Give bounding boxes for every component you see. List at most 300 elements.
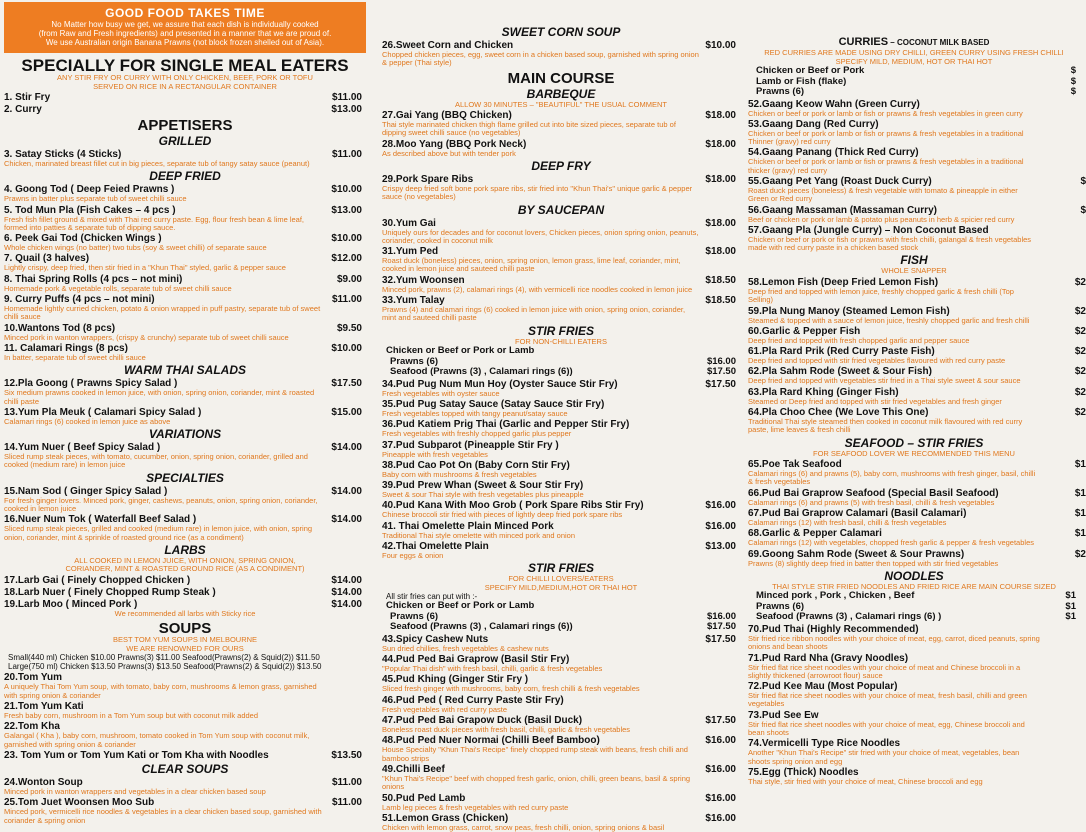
menu-item-price: $10.00 bbox=[705, 40, 736, 51]
soup-size-large: Large(750 ml) Chicken $13.50 Prawns(3) $13.50 Seafood(Prawns(2) & Squid(2)) $13.50 bbox=[8, 662, 322, 672]
subsection-title: BARBEQUE bbox=[526, 86, 596, 101]
menu-item bbox=[382, 246, 740, 274]
subsection-title: DEEP FRIED bbox=[149, 169, 221, 184]
menu-item-description: Chicken with lemon grass, carrot, snow peas, fresh chilli, onion, spring onions & basil bbox=[382, 822, 665, 832]
price-head: Chicken or Beef or Pork or Lamb bbox=[386, 345, 535, 357]
section-subtitle: ALLOW 30 MINUTES – "BEAUTIFUL" THE USUAL COMMENT bbox=[454, 99, 668, 109]
menu-item bbox=[382, 500, 740, 519]
menu-item bbox=[748, 325, 1086, 345]
menu-item bbox=[4, 442, 366, 470]
menu-item-name: 11. Calamari Rings (8 pcs) bbox=[4, 342, 128, 354]
menu-item bbox=[4, 599, 366, 610]
menu-item bbox=[4, 777, 366, 796]
menu-item-price: $18.00 bbox=[705, 217, 736, 229]
menu-item bbox=[382, 634, 740, 653]
menu-item bbox=[4, 92, 366, 103]
price-option-label: Seafood (Prawns (3) , Calamari rings (6)) bbox=[390, 621, 573, 633]
menu-item-price: $13.00 bbox=[705, 541, 736, 553]
menu-item-price: $1 bbox=[1074, 459, 1086, 471]
menu-item-name: 16.Nuer Num Tok ( Waterfall Beef Salad ) bbox=[4, 514, 197, 526]
section-title: APPETISERS bbox=[137, 117, 233, 134]
menu-item-name: 59.Pla Nung Manoy (Steamed Lemon Fish) bbox=[748, 305, 950, 317]
menu-item-description: Fresh vegetables with red curry paste bbox=[382, 704, 508, 714]
price-option-price: $ bbox=[1070, 75, 1076, 87]
curries-title: CURRIES bbox=[838, 36, 889, 48]
menu-item-description: Calamari rings (12) with vegetables, chopped fresh garlic & pepper & fresh vegetables bbox=[748, 538, 1034, 548]
menu-item-price: $18.00 bbox=[705, 246, 736, 258]
menu-item-description: A uniquely Thai Tom Yum soup, with tomato, baby corn, mushrooms & lemon grass, garnished with spring onion & coriander bbox=[4, 682, 317, 700]
menu-item-description: Lamb leg pieces & fresh vegetables with red curry paste bbox=[382, 802, 569, 812]
menu-item-description: Calamari rings (6) and prawns (5), baby corn, mushrooms with fresh ginger, basil, chilli & fresh vegetables bbox=[748, 469, 1036, 487]
menu-item-name: 45.Pud Khing (Ginger Stir Fry ) bbox=[382, 674, 529, 686]
menu-item-name: 40.Pud Kana With Moo Grob ( Pork Spare Ribs Stir Fry) bbox=[382, 500, 644, 512]
menu-item bbox=[748, 407, 1086, 435]
menu-item-description: Fresh fish fillet ground & mixed with Thai red curry paste. Egg, flour fresh bean & lime leaf, formed into patties & separate tub of dipping sauce. bbox=[4, 214, 304, 232]
section-title: SOUPS bbox=[158, 620, 212, 638]
menu-item bbox=[382, 674, 740, 693]
menu-item bbox=[748, 767, 1080, 786]
menu-item-name: 60.Garlic & Pepper Fish bbox=[748, 325, 861, 337]
notice-banner bbox=[4, 2, 366, 53]
section-title: MAIN COURSE bbox=[507, 69, 615, 87]
section-title: SWEET CORN SOUP bbox=[501, 25, 621, 39]
banner-line: No Matter how busy we get, we assure that each dish is individually cooked bbox=[51, 20, 319, 29]
menu-item-name: 72.Pud Kee Mau (Most Popular) bbox=[748, 681, 898, 693]
menu-item-name: 47.Pud Ped Bai Grapow Duck (Basil Duck) bbox=[382, 715, 583, 727]
menu-item-price: $1 bbox=[1074, 528, 1086, 540]
menu-item-price: $9.00 bbox=[336, 273, 362, 285]
menu-item-name: 48.Pud Ped Nuer Normai (Chilli Beef Bamboo) bbox=[382, 735, 600, 747]
menu-item bbox=[382, 295, 740, 323]
menu-item-description: Six medium prawns cooked in lemon juice, with onion, spring onion, coriander, mint & roasted chilli paste bbox=[4, 388, 315, 406]
menu-item-name: 14.Yum Nuer ( Beef Spicy Salad ) bbox=[4, 442, 161, 454]
menu-item bbox=[748, 508, 1086, 528]
menu-item-description: Lightly crispy, deep fried, then stir fried in a "Khun Thai" styled, garlic & pepper sauce bbox=[4, 263, 286, 273]
menu-item-description: Prawns (8) slightly deep fried in batter then topped with stir fried vegetables bbox=[748, 558, 999, 568]
menu-item-description: Prawns in batter plus separate tub of sweet chilli sauce bbox=[4, 194, 187, 204]
menu-item-price: $2 bbox=[1074, 407, 1086, 419]
menu-item-price: $15.00 bbox=[331, 406, 362, 418]
section-subtitle: SPECIFY MILD,MEDIUM,HOT OR THAI HOT bbox=[484, 582, 638, 592]
menu-item-name: 15.Nam Sod ( Ginger Spicy Salad ) bbox=[4, 485, 168, 497]
menu-item-name: 46.Pud Ped ( Red Curry Paste Stir Fry) bbox=[382, 694, 564, 706]
price-option-label: Seafood (Prawns (3) , Calamari rings (6)) bbox=[390, 366, 573, 378]
menu-item-price: $10.00 bbox=[331, 184, 362, 196]
menu-item-name: 52.Gaang Keow Wahn (Green Curry) bbox=[748, 98, 920, 110]
price-head: Chicken or Beef or Pork or Lamb bbox=[386, 600, 535, 612]
menu-item-name: 10.Wantons Tod (8 pcs) bbox=[4, 322, 116, 334]
menu-item bbox=[382, 40, 740, 68]
section-title: CLEAR SOUPS bbox=[141, 761, 229, 776]
menu-item-name: 74.Vermicelli Type Rice Noodles bbox=[748, 738, 901, 750]
menu-item-description: Sliced rump steak pieces, grilled and cooked (medium rare) in lemon juice, with onion, spring onion, coriander, mint & sprinkle of roasted ground rice (as a condiment) bbox=[4, 524, 313, 542]
menu-item bbox=[748, 681, 1080, 709]
menu-item-name: 71.Pud Rard Nha (Gravy Noodles) bbox=[748, 652, 909, 664]
menu-item-name: 18.Larb Nuer ( Finely Chopped Rump Steak ) bbox=[4, 586, 216, 598]
menu-item bbox=[4, 253, 366, 272]
banner-title: GOOD FOOD TAKES TIME bbox=[105, 6, 265, 20]
menu-item-description: Fresh vegetables with freshly chopped garlic plus pepper bbox=[382, 429, 572, 439]
menu-item-name: 69.Goong Sahm Rode (Sweet & Sour Prawns) bbox=[748, 548, 965, 560]
menu-item-description: Stir fried rice ribbon noodles with your choice of meat, egg, carrot, diced peanuts, spring onions and bean shoots bbox=[748, 633, 1040, 652]
menu-item-description: Baby corn with mushrooms & fresh vegetables bbox=[382, 469, 537, 479]
menu-item-description: Chicken or beef or pork or lamb or fish or prawns & fresh vegetables in a traditional Thinner (gravy) red curry bbox=[748, 128, 1024, 147]
menu-item-description: Steamed & topped with a sauce of lemon juice, freshly chopped garlic and fresh chilli bbox=[748, 315, 1030, 325]
menu-item-description: As described above but with tender pork bbox=[382, 148, 516, 158]
menu-item bbox=[748, 487, 1086, 507]
menu-item bbox=[4, 587, 366, 598]
menu-item-name: 22.Tom Kha bbox=[4, 721, 60, 733]
menu-item-description: Calamari rings (6) cooked in lemon juice as above bbox=[4, 416, 171, 426]
menu-item-name: 61.Pla Rard Prik (Red Curry Paste Fish) bbox=[748, 346, 935, 358]
section-title: STIR FRIES bbox=[527, 561, 594, 576]
menu-item-name: 8. Thai Spring Rolls (4 pcs – not mini) bbox=[4, 273, 183, 285]
menu-item-description: Uniquely ours for decades and for coconut lovers, Chicken pieces, onion spring onion, peanuts, coriander, cooked in coconut milk bbox=[382, 227, 699, 245]
price-option-price: $17.50 bbox=[706, 366, 736, 378]
menu-item-name: 73.Pud See Ew bbox=[748, 709, 819, 721]
menu-item-description: Sliced rump steak pieces, with tomato, cucumber, onion, spring onion, coriander, grilled and cooked (medium rare) in lemon juice bbox=[4, 452, 308, 470]
menu-item-name: 27.Gai Yang (BBQ Chicken) bbox=[382, 110, 512, 122]
menu-item-name: 51.Lemon Grass (Chicken) bbox=[382, 812, 509, 824]
curries-title-suffix: – COCONUT MILK BASED bbox=[888, 38, 990, 47]
menu-item bbox=[4, 378, 366, 406]
price-option-price: $ bbox=[1070, 86, 1076, 97]
menu-item bbox=[748, 119, 1080, 147]
menu-column-middle bbox=[382, 0, 740, 832]
menu-item-price: $14.00 bbox=[331, 574, 362, 586]
menu-item-name: 70.Pud Thai (Highly Recommended) bbox=[748, 623, 919, 635]
menu-item bbox=[748, 305, 1086, 325]
section-subtitle: CORIANDER, MINT & ROASTED GROUND RICE (AS A CONDIMENT) bbox=[65, 564, 305, 574]
banner-line: (from Raw and Fresh ingredients) and presented in a manner that we are proud of. bbox=[38, 29, 332, 38]
menu-item-price: $2 bbox=[1074, 305, 1086, 317]
menu-item-description: Chinese broccoli stir fried with pieces of lightly deep fried pork spare ribs bbox=[382, 510, 623, 520]
menu-item bbox=[748, 99, 1080, 118]
menu-item bbox=[748, 548, 1086, 568]
menu-item bbox=[382, 379, 740, 398]
menu-item bbox=[4, 205, 366, 233]
menu-item-price: $11.00 bbox=[331, 776, 362, 788]
menu-item-price: $14.00 bbox=[331, 485, 362, 497]
menu-item-name: 13.Yum Pla Meuk ( Calamari Spicy Salad ) bbox=[4, 406, 202, 418]
price-option-label: Minced pork , Pork , Chicken , Beef bbox=[756, 590, 915, 602]
menu-item bbox=[4, 721, 366, 749]
section-subtitle: FOR NON-CHILLI EATERS bbox=[515, 336, 607, 346]
menu-item-description: Roast duck (boneless) pieces, onion, spring onion, lemon grass, lime leaf, coriander, mint, cooked in lemon juice and sauteed chilli paste bbox=[382, 256, 681, 274]
menu-item-description: Pineapple with fresh vegetables bbox=[382, 449, 488, 459]
menu-item-name: 4. Goong Tod ( Deep Feied Prawns ) bbox=[4, 184, 175, 196]
banner-line: We use Australian origin Banana Prawns (not block frozen shelled out of Asia). bbox=[45, 38, 325, 47]
menu-item-name: 24.Wonton Soup bbox=[4, 776, 83, 788]
section-subtitle: SPECIFY MILD, MEDIUM, HOT OR THAI HOT bbox=[835, 56, 993, 66]
menu-item-price: $ bbox=[1080, 204, 1086, 216]
price-option-label: Chicken or Beef or Pork bbox=[756, 65, 865, 76]
menu-item bbox=[748, 386, 1086, 406]
menu-item-description: Minced pork, vermicelli rice noodles & vegetables in a clear chicken based soup, garnished with coriander & spring onion bbox=[4, 807, 322, 825]
menu-item-description: Thai style marinated chicken thigh flame grilled cut into bite sized pieces, separate tub of dipping sweet chilli sauce (no vegetables) bbox=[382, 120, 676, 138]
menu-item-price: $10.00 bbox=[331, 233, 362, 245]
menu-item-price: $10.00 bbox=[331, 342, 362, 354]
menu-item-price: $17.50 bbox=[705, 633, 736, 645]
menu-item-name: 17.Larb Gai ( Finely Chopped Chicken ) bbox=[4, 574, 191, 586]
price-option-row bbox=[748, 87, 1080, 98]
menu-item-name: 37.Pud Subparot (Pineapple Stir Fry ) bbox=[382, 439, 559, 451]
menu-item bbox=[4, 701, 366, 720]
menu-item bbox=[382, 654, 740, 673]
menu-item-name: 66.Pud Bai Graprow Seafood (Special Basil Seafood) bbox=[748, 487, 999, 499]
menu-item-description: Chicken or beef or pork or fish or prawns with fresh chilli, galangal & fresh vegetables made with red curry paste in a chicken based stock bbox=[748, 234, 1032, 253]
menu-item-name: 36.Pud Katiem Prig Thai (Garlic and Pepper Stir Fry) bbox=[382, 419, 630, 431]
menu-item bbox=[382, 460, 740, 479]
menu-item-name: 49.Chilli Beef bbox=[382, 763, 445, 775]
menu-item-name: 62.Pla Sahm Rode (Sweet & Sour Fish) bbox=[748, 366, 932, 378]
menu-item bbox=[748, 528, 1086, 548]
menu-item-name: 2. Curry bbox=[4, 104, 42, 115]
menu-item-name: 41. Thai Omelette Plain Minced Pork bbox=[382, 520, 554, 532]
menu-item bbox=[382, 110, 740, 138]
menu-column-right bbox=[748, 0, 1086, 808]
menu-item-description: House Specialty "Khun Thai's Recipe" finely chopped rump steak with beans, fresh chilli and bamboo strips bbox=[382, 745, 688, 763]
menu-item-price: $2 bbox=[1074, 366, 1086, 378]
menu-item bbox=[382, 419, 740, 438]
price-head-note: All stir fries can put with :- bbox=[386, 592, 478, 602]
menu-item bbox=[382, 480, 740, 499]
menu-item-description: Fresh vegetables topped with tangy peanut/satay sauce bbox=[382, 408, 568, 418]
section-subtitle: RED CURRIES ARE MADE USING DRY CHILLI, GREEN CURRY USING FRESH CHILLI bbox=[764, 48, 1064, 57]
menu-item-description: Four eggs & onion bbox=[382, 551, 444, 561]
price-option-price: $1 bbox=[1065, 600, 1076, 612]
menu-item-description: Deep fried and topped with vegetables stir fried in a Thai style sweet & sour sauce bbox=[748, 376, 1021, 386]
menu-item-price: $16.00 bbox=[705, 763, 736, 775]
menu-item-price: $2 bbox=[1074, 386, 1086, 398]
menu-item-price: $16.00 bbox=[705, 520, 736, 532]
menu-item-name: 12.Pla Goong ( Prawns Spicy Salad ) bbox=[4, 378, 178, 390]
subsection-title: BY SAUCEPAN bbox=[517, 202, 605, 217]
menu-item-name: 5. Tod Mun Pla (Fish Cakes – 4 pcs ) bbox=[4, 204, 176, 216]
menu-item-price: $2 bbox=[1074, 548, 1086, 560]
menu-item bbox=[748, 710, 1080, 738]
subsection-title: SPECIALTIES bbox=[146, 470, 224, 485]
menu-item bbox=[382, 813, 740, 832]
menu-item bbox=[4, 750, 366, 761]
menu-item-name: 28.Moo Yang (BBQ Pork Neck) bbox=[382, 138, 527, 150]
menu-item-name: 68.Garlic & Pepper Calamari bbox=[748, 528, 882, 540]
menu-item bbox=[748, 276, 1086, 305]
menu-item-name: 65.Poe Tak Seafood bbox=[748, 459, 842, 471]
menu-item-description: Sun dried chillies, fresh vegetables & cashew nuts bbox=[382, 643, 549, 653]
section-title: NOODLES bbox=[884, 568, 944, 583]
menu-item-price: $2 bbox=[1074, 325, 1086, 337]
menu-item-name: 33.Yum Talay bbox=[382, 295, 445, 307]
menu-item-description: Sliced fresh ginger with mushrooms, baby corn, fresh chilli & fresh vegetables bbox=[382, 684, 640, 694]
menu-item-price: $18.00 bbox=[705, 138, 736, 150]
menu-item-name: 34.Pud Pug Num Mun Hoy (Oyster Sauce Stir Fry) bbox=[382, 378, 618, 390]
menu-item bbox=[748, 175, 1086, 204]
menu-item bbox=[382, 174, 740, 202]
menu-item-name: 1. Stir Fry bbox=[4, 92, 51, 103]
menu-item-name: 35.Pud Pug Satay Sauce (Satay Sauce Stir Fry) bbox=[382, 398, 605, 410]
menu-item-description: Roast duck pieces (boneless) & fresh vegetable with tomato & pineapple in either Green or Red curry bbox=[748, 185, 1018, 204]
menu-item bbox=[382, 275, 740, 294]
menu-item-description: Crispy deep fried soft bone pork spare ribs, stir fried into "Khun Thai's" unique garlic & pepper sauce (no vegetables) bbox=[382, 183, 693, 202]
menu-item bbox=[748, 225, 1080, 253]
menu-item-price: $18.50 bbox=[705, 274, 736, 286]
menu-item-price: $13.00 bbox=[331, 104, 362, 115]
menu-item-description: Traditional Thai style steamed then cooked in coconut milk flavoured with red curry paste, lime leaves & fresh chilli bbox=[748, 417, 1023, 435]
menu-item-name: 32.Yum Woonsen bbox=[382, 274, 465, 286]
menu-item bbox=[748, 738, 1080, 766]
menu-column-left bbox=[4, 0, 366, 825]
menu-item-description: Galangal ( Kha ), baby corn, mushroom, tomato cooked in Tom Yum soup with coconut milk, garnished with spring onion & coriander bbox=[4, 731, 310, 749]
menu-item-name: 31.Yum Ped bbox=[382, 246, 439, 258]
menu-item-name: 19.Larb Moo ( Minced Pork ) bbox=[4, 598, 138, 610]
price-option-price: $17.50 bbox=[706, 621, 736, 633]
menu-item bbox=[4, 575, 366, 586]
menu-item-price: $17.50 bbox=[331, 378, 362, 390]
menu-item bbox=[4, 343, 366, 362]
menu-item bbox=[4, 514, 366, 542]
menu-item-name: 29.Pork Spare Ribs bbox=[382, 173, 474, 185]
menu-item-description: Stir fried flat rice sheet noodles with your choice of meat and Chinese broccoli in a slightly thickened (arrowroot flour) sauce bbox=[748, 662, 1021, 680]
menu-item-description: Thai style, stir fried with your choice of meat, Chinese broccoli and egg bbox=[748, 776, 983, 786]
menu-item bbox=[4, 274, 366, 293]
menu-item bbox=[4, 323, 366, 342]
menu-item bbox=[4, 294, 366, 322]
menu-item-description: Another "Khun Thai's Recipe" stir fried with your choice of meat, vegetables, bean shoots spring onion and egg bbox=[748, 748, 1020, 766]
menu-item-price: $11.00 bbox=[331, 92, 362, 103]
menu-item-description: Stir fried flat rice sheet noodles with your choice of meat, fresh basil, chilli and green vegetables bbox=[748, 691, 1027, 709]
section-subtitle: BEST TOM YUM SOUPS IN MELBOURNE bbox=[112, 635, 258, 645]
menu-item-name: 42.Thai Omelette Plain bbox=[382, 541, 489, 553]
menu-item bbox=[382, 218, 740, 246]
menu-item-name: 3. Satay Sticks (4 Sticks) bbox=[4, 149, 122, 160]
section-subtitle: SERVED ON RICE IN A RECTANGULAR CONTAINER bbox=[93, 81, 277, 91]
menu-item bbox=[382, 793, 740, 812]
menu-item-price: $1 bbox=[1074, 508, 1086, 520]
menu-item-description: Calamari rings (12) with fresh basil, chilli & fresh vegetables bbox=[748, 518, 947, 528]
menu-item bbox=[4, 407, 366, 426]
menu-item-name: 6. Peek Gai Tod (Chicken Wings ) bbox=[4, 233, 162, 245]
menu-item-price: $16.00 bbox=[705, 735, 736, 747]
menu-item-name: 43.Spicy Cashew Nuts bbox=[382, 633, 489, 645]
price-option-label: Seafood (Prawns (3) , Calamari rings (6) ) bbox=[756, 611, 942, 623]
price-option-label: Lamb or Fish (flake) bbox=[756, 75, 847, 87]
menu-item-price: $16.00 bbox=[705, 500, 736, 512]
menu-item-name: 38.Pud Cao Pot On (Baby Corn Stir Fry) bbox=[382, 459, 570, 471]
menu-item-description: Deep fried and topped with fresh chopped garlic and pepper sauce bbox=[748, 335, 970, 345]
menu-item-description: Deep fried and topped with lemon juice, freshly chopped garlic & fresh chilli (Top Selling) bbox=[748, 286, 1014, 305]
menu-item-description: Stir fried flat rice sheet noodles with your choice of meat, egg, Chinese broccoli and bean shoots bbox=[748, 719, 1025, 737]
section-title: FISH bbox=[900, 253, 928, 268]
price-option-price: $16.00 bbox=[706, 610, 736, 622]
menu-item-description: Calamari rings (6) and prawns (5) with fresh basil, chilli & fresh vegetables bbox=[748, 497, 995, 507]
menu-item bbox=[382, 541, 740, 560]
subsection-title: LARBS bbox=[164, 542, 206, 557]
menu-item-description: Deep fried and topped with stir fried vegetables flavoured with red curry paste bbox=[748, 356, 1006, 366]
menu-item-description: Sweet & sour Thai style with fresh vegetables plus pineapple bbox=[382, 490, 584, 500]
menu-item-name: 54.Gaang Panang (Thick Red Curry) bbox=[748, 147, 919, 159]
menu-item-description: "Popular Thai dish" with fresh basil, chilli, garlic & fresh vegetables bbox=[382, 664, 603, 674]
menu-item-price: $16.00 bbox=[705, 792, 736, 804]
menu-item-price: $14.00 bbox=[331, 598, 362, 610]
menu-item bbox=[748, 459, 1086, 487]
price-option-price: $1 bbox=[1065, 590, 1076, 602]
menu-item-description: Chicken or beef or pork or lamb or fish or prawns & fresh vegetables in a traditional thicker (gravy) red curry bbox=[748, 157, 1024, 175]
section-title: STIR FRIES bbox=[527, 323, 594, 338]
section-subtitle: FOR CHILLI LOVERS/EATERS bbox=[508, 574, 614, 584]
menu-item-description: Boneless roast duck pieces with fresh basil, chilli, garlic & fresh vegetables bbox=[382, 725, 631, 735]
menu-item bbox=[4, 486, 366, 514]
menu-item bbox=[382, 440, 740, 459]
menu-item-price: $11.00 bbox=[331, 149, 362, 160]
menu-item-price: $12.00 bbox=[331, 253, 362, 265]
section-subtitle: ALL COOKED IN LEMON JUICE, WITH ONION, SPRING ONION, bbox=[74, 555, 296, 565]
menu-item-price: $2 bbox=[1074, 276, 1086, 288]
menu-item bbox=[748, 346, 1086, 366]
menu-item-description: Steamed or Deep fried and topped with stir fried vegetables and fresh ginger bbox=[748, 396, 1002, 406]
menu-item-description: Minced pork in wanton wrappers and vegetables in a clear chicken based soup bbox=[4, 786, 266, 796]
subsection-title: VARIATIONS bbox=[148, 427, 222, 442]
section-title: SPECIALLY FOR SINGLE MEAL EATERS bbox=[21, 56, 349, 75]
menu-item-description: Prawns (4) and calamari rings (6) cooked in lemon juice with onion, spring onion, coriander, mint and sauteed chilli paste bbox=[382, 305, 686, 323]
menu-item-description: Chicken or beef or pork or lamb or fish or prawns & fresh vegetables in green curry bbox=[748, 108, 1023, 118]
menu-item-price: $2 bbox=[1074, 346, 1086, 358]
subsection-title: DEEP FRY bbox=[531, 158, 591, 173]
price-option-label: Prawns (6) bbox=[756, 86, 805, 97]
price-option-price: $16.00 bbox=[706, 355, 736, 367]
menu-item bbox=[4, 233, 366, 252]
section-subtitle: ANY STIR FRY OR CURRY WITH ONLY CHICKEN, BEEF, PORK OR TOFU bbox=[57, 73, 313, 82]
menu-item-name: 50.Pud Ped Lamb bbox=[382, 792, 466, 804]
menu-item-name: 63.Pla Rard Khing (Ginger Fish) bbox=[748, 386, 899, 398]
menu-item bbox=[748, 147, 1080, 175]
menu-item-price: $13.00 bbox=[331, 204, 362, 216]
menu-item-name: 44.Pud Ped Bai Graprow (Basil Stir Fry) bbox=[382, 654, 570, 666]
menu-item-price: $1 bbox=[1074, 487, 1086, 499]
menu-item bbox=[4, 797, 366, 825]
price-option-label: Prawns (6) bbox=[390, 610, 439, 622]
menu-item-description: Traditional Thai style omelette with minced pork and onion bbox=[382, 530, 576, 540]
menu-item-description: Chicken, marinated breast fillet cut in big pieces, separate tub of tangy satay sauce (peanut) bbox=[4, 159, 310, 168]
menu-item bbox=[382, 521, 740, 540]
menu-item-name: 67.Pud Bai Graprow Calamari (Basil Calamari) bbox=[748, 508, 967, 520]
menu-item-description: Whole chicken wings (no batter) two tubs (soy & sweet chilli) of separate sauce bbox=[4, 243, 267, 253]
menu-item-price: $17.50 bbox=[705, 715, 736, 727]
menu-item-name: 26.Sweet Corn and Chicken bbox=[382, 40, 514, 51]
menu-item-description: In batter, separate tub of sweet chilli sauce bbox=[4, 352, 146, 362]
section-subtitle: THAI STYLE STIR FRIED NOODLES AND FRIED RICE ARE MAIN COURSE SIZED bbox=[772, 581, 1056, 591]
menu-item-description: "Khun Thai's Recipe" beef with chopped fresh garlic, onion, chilli, green beans, basil & spring onions bbox=[382, 773, 691, 792]
menu-item-name: 25.Tom Juet Woonsen Moo Sub bbox=[4, 797, 155, 809]
menu-item bbox=[748, 204, 1086, 224]
menu-item bbox=[382, 399, 740, 418]
subsection-title: GRILLED bbox=[158, 134, 212, 148]
section-subtitle: WE ARE RENOWNED FOR OURS bbox=[126, 643, 244, 653]
menu-item bbox=[382, 735, 740, 763]
menu-item-name: 53.Gaang Dang (Red Curry) bbox=[748, 118, 879, 130]
menu-item-price: $16.00 bbox=[705, 812, 736, 824]
menu-item-price: $ bbox=[1080, 175, 1086, 187]
price-option-row bbox=[748, 612, 1080, 623]
menu-item-price: $18.50 bbox=[705, 295, 736, 307]
menu-item-description: Chopped chicken pieces, egg, sweet corn in a chicken based soup, garnished with spring onion & pepper (Thai style) bbox=[382, 50, 699, 68]
menu-item-name: 30.Yum Gai bbox=[382, 217, 436, 229]
menu-item-description: For fresh ginger lovers. Minced pork, ginger, cashews, peanuts, onion, spring onion, coriander, cooked in lemon juice bbox=[4, 495, 318, 514]
menu-item-price: $14.00 bbox=[331, 586, 362, 598]
menu-item-price: $18.00 bbox=[705, 110, 736, 122]
menu-item bbox=[4, 104, 366, 115]
menu-item-name: 75.Egg (Thick) Noodles bbox=[748, 766, 859, 778]
